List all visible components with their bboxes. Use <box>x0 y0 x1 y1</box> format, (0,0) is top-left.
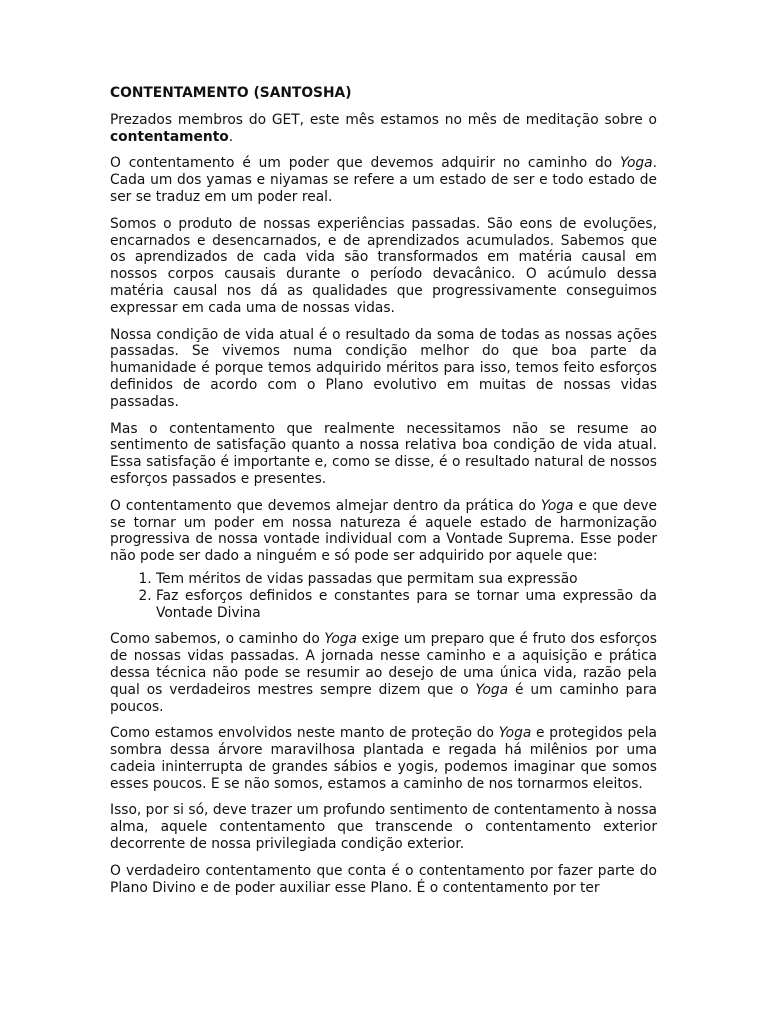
text-run: . Cada um dos yamas e niyamas se refere a um estado de ser e todo estado de ser se traduz em um poder real. <box>110 155 657 205</box>
document-body <box>110 85 657 906</box>
text-run: exige um preparo que é fruto dos esforços de nossas vidas passadas. A jornada nesse caminho e a aquisição e prática dessa técnica não pode se resumir ao desejo de uma única vida, razão pela qual os verdadeiros mestres sempre dizem que o <box>110 631 657 698</box>
paragraph-7 <box>110 631 657 715</box>
text-run: e protegidos pela sombra dessa árvore maravilhosa plantada e regada há milênios por uma cadeia ininterrupta de grandes sábios e yogis, podemos imaginar que somos esses poucos. E se não somos, estamos a caminho de nos tornarmos eleitos. <box>110 725 657 792</box>
text-run: Como estamos envolvidos neste manto de proteção do <box>110 725 499 742</box>
text-run: e que deve se tornar um poder em nossa natureza é aquele estado de harmonização progressiva de nossa vontade individual com a Vontade Suprema. Esse poder não pode ser dado a ninguém e só pode ser adquirido por aquele que: <box>110 497 657 565</box>
paragraph-intro <box>110 112 657 146</box>
paragraph-4: Nossa condição de vida atual é o resultado da soma de todas as nossas ações passadas. Se vivemos numa condição melhor do que boa parte da humanidade é porque temos adquirido méritos para isso, temos feito esforços definidos de acordo com o Plano evolutivo em muitas de nossas vidas passadas. <box>110 326 657 410</box>
italic-term: Yoga <box>475 681 509 698</box>
text-run: O contentamento que devemos almejar dentro da prática do <box>110 497 541 514</box>
paragraph-9: Isso, por si só, deve trazer um profundo sentimento de contentamento à nossa alma, aquele contentamento que transcende o contentamento exterior decorrente de nossa privilegiada condição exterior. <box>110 802 657 853</box>
italic-term: Yoga <box>540 497 574 514</box>
text-run: Prezados membros do GET, este mês estamos no mês de meditação sobre o <box>110 111 657 128</box>
italic-term: Yoga <box>324 631 357 648</box>
paragraph-2 <box>110 155 657 205</box>
paragraph-6 <box>110 498 657 565</box>
bold-term: contentamento <box>110 128 229 145</box>
numbered-list <box>110 571 657 621</box>
text-run: O contentamento é um poder que devemos adquirir no caminho do <box>110 155 621 172</box>
text-run: . <box>228 128 234 145</box>
list-item: 1. Tem méritos de vidas passadas que permitam sua expressão <box>156 571 657 588</box>
list-item: 2. Faz esforços definidos e constantes para se tornar uma expressão da Vontade Divina <box>156 588 657 622</box>
text-run: é um caminho para poucos. <box>110 681 657 715</box>
paragraph-10: O verdadeiro contentamento que conta é o contentamento por fazer parte do Plano Divino e de poder auxiliar esse Plano. É o contentamento por ter <box>110 862 657 896</box>
paragraph-3: Somos o produto de nossas experiências passadas. São eons de evoluções, encarnados e desencarnados, e de aprendizados acumulados. Sabemos que os aprendizados de cada vida são transformados em matéria causal em nossos corpos causais durante o período devacânico. O acúmulo dessa matéria causal nos dá as qualidades que progressivamente conseguimos expressar em cada uma de nossas vidas. <box>110 215 657 316</box>
paragraph-8 <box>110 725 657 792</box>
text-run: Como sabemos, o caminho do <box>110 631 325 648</box>
italic-term: Yoga <box>620 155 653 172</box>
italic-term: Yoga <box>498 725 532 742</box>
document-title: CONTENTAMENTO (SANTOSHA) <box>110 85 352 101</box>
paragraph-5: Mas o contentamento que realmente necessitamos não se resume ao sentimento de satisfação quanto a nossa relativa boa condição de vida atual. Essa satisfação é importante e, como se disse, é o resultado natural de nossos esforços passados e presentes. <box>110 420 657 487</box>
